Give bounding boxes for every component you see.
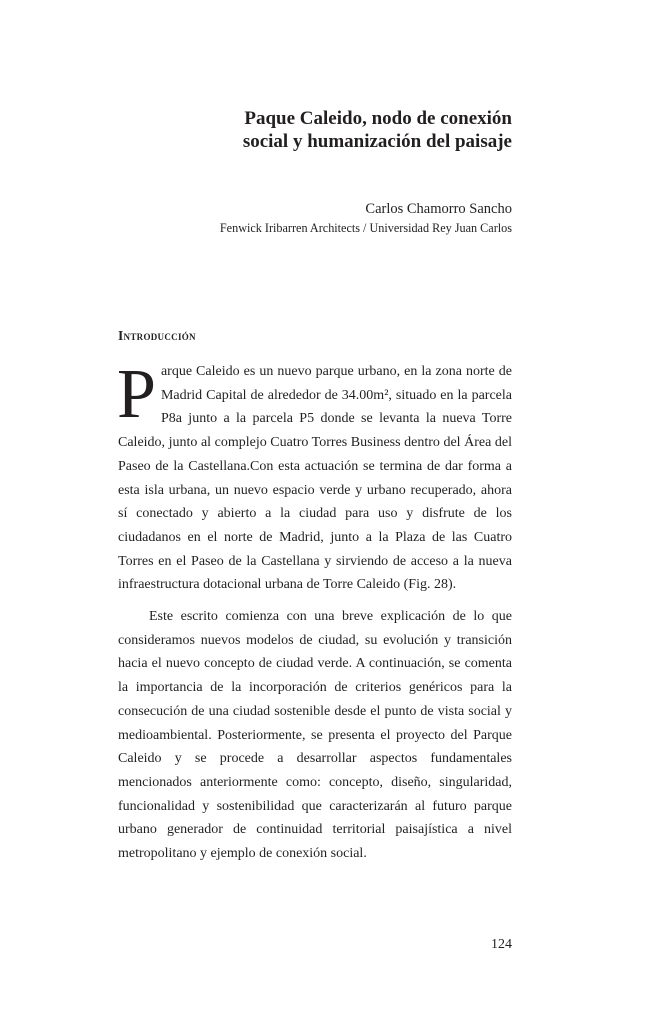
paragraph-2: Este escrito comienza con una breve explicación de lo que consideramos nuevos modelos de ciudad, su evolución y transición hacia el nuevo concepto de ciudad verde. A continuación, se comenta la importancia de la incorporación de criterios genéricos para la consecución de una ciudad sostenible desde el punto de vista social y medioambiental. Posteriormente, se presenta el proyecto del Parque Caleido y se procede a desarrollar aspectos fundamentales mencionados anteriormente como: concepto, diseño, singularidad, funcionalidad y sostenibilidad que caracterizarán al futuro parque urbano generador de continuidad territorial paisajística a nivel metropolitano y ejemplo de conexión social. xyxy=(118,609,512,862)
author-name: Carlos Chamorro Sancho xyxy=(365,201,512,217)
section-heading: Introducción xyxy=(118,328,196,343)
article-title xyxy=(118,107,512,153)
paragraph-1 xyxy=(117,356,512,597)
author-affiliation: Fenwick Iribarren Architects / Universidad Rey Juan Carlos xyxy=(219,221,512,235)
page-number: 124 xyxy=(491,937,512,952)
body-text xyxy=(117,356,512,866)
drop-cap: P xyxy=(117,356,156,433)
article-title-line-1: Paque Caleido, nodo de conexión xyxy=(244,108,512,129)
article-title-line-2: social y humanización del paisaje xyxy=(242,131,512,152)
paragraph-1-text: arque Caleido es un nuevo parque urbano, en la zona norte de Madrid Capital de alrededor de 34.00m², situado en la parcela P8a junto a la parcela P5 donde se levanta la nueva Torre Caleido, junto al complejo Cuatro Torres Business dentro del Área del Paseo de la Castellana.Con esta actuación se termina de dar forma a esta isla urbana, un nuevo espacio verde y urbano recuperado, ahora sí conectado y abierto a la ciudad para uso y disfrute de los ciudadanos en el norte de Madrid, junto a la Plaza de las Cuatro Torres en el Paseo de la Castellana y sirviendo de acceso a la nueva infraestructura dotacional urbana de Torre Caleido (Fig. 28). xyxy=(118,364,512,593)
author-block xyxy=(118,199,512,238)
